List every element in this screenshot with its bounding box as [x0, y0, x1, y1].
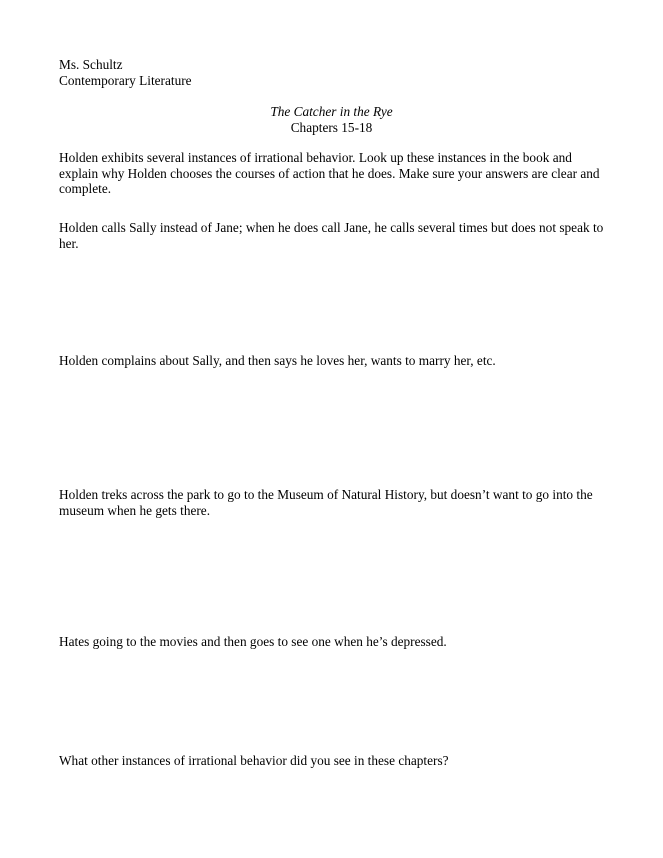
instructions-text: Holden exhibits several instances of irrational behavior. Look up these instances in the book and explain why Holden chooses the courses of action that he does. Make sure your answers are clear and complete.: [59, 150, 600, 196]
prompt-text: Holden calls Sally instead of Jane; when he does call Jane, he calls several times but does not speak to her.: [59, 220, 604, 251]
prompt-4: [59, 634, 604, 650]
prompt-text: What other instances of irrational behavior did you see in these chapters?: [59, 753, 449, 768]
prompt-3: [59, 487, 594, 518]
chapters-label: Chapters 15-18: [290, 119, 373, 135]
book-title: The Catcher in the Rye: [270, 104, 393, 119]
teacher-name: Ms. Schultz: [59, 57, 123, 72]
header: [59, 57, 604, 88]
instructions: [59, 150, 607, 197]
prompt-1: [59, 220, 607, 251]
course-name: Contemporary Literature: [59, 72, 192, 88]
prompt-text: Holden complains about Sally, and then says he loves her, wants to marry her, etc.: [59, 353, 496, 368]
prompt-5: [59, 753, 604, 769]
prompt-2: [59, 353, 604, 369]
prompt-text: Hates going to the movies and then goes to see one when he’s depressed.: [59, 634, 447, 649]
prompt-text: Holden treks across the park to go to the Museum of Natural History, but doesn’t want to go into the museum when he gets there.: [59, 487, 593, 518]
worksheet-title: [59, 104, 604, 135]
